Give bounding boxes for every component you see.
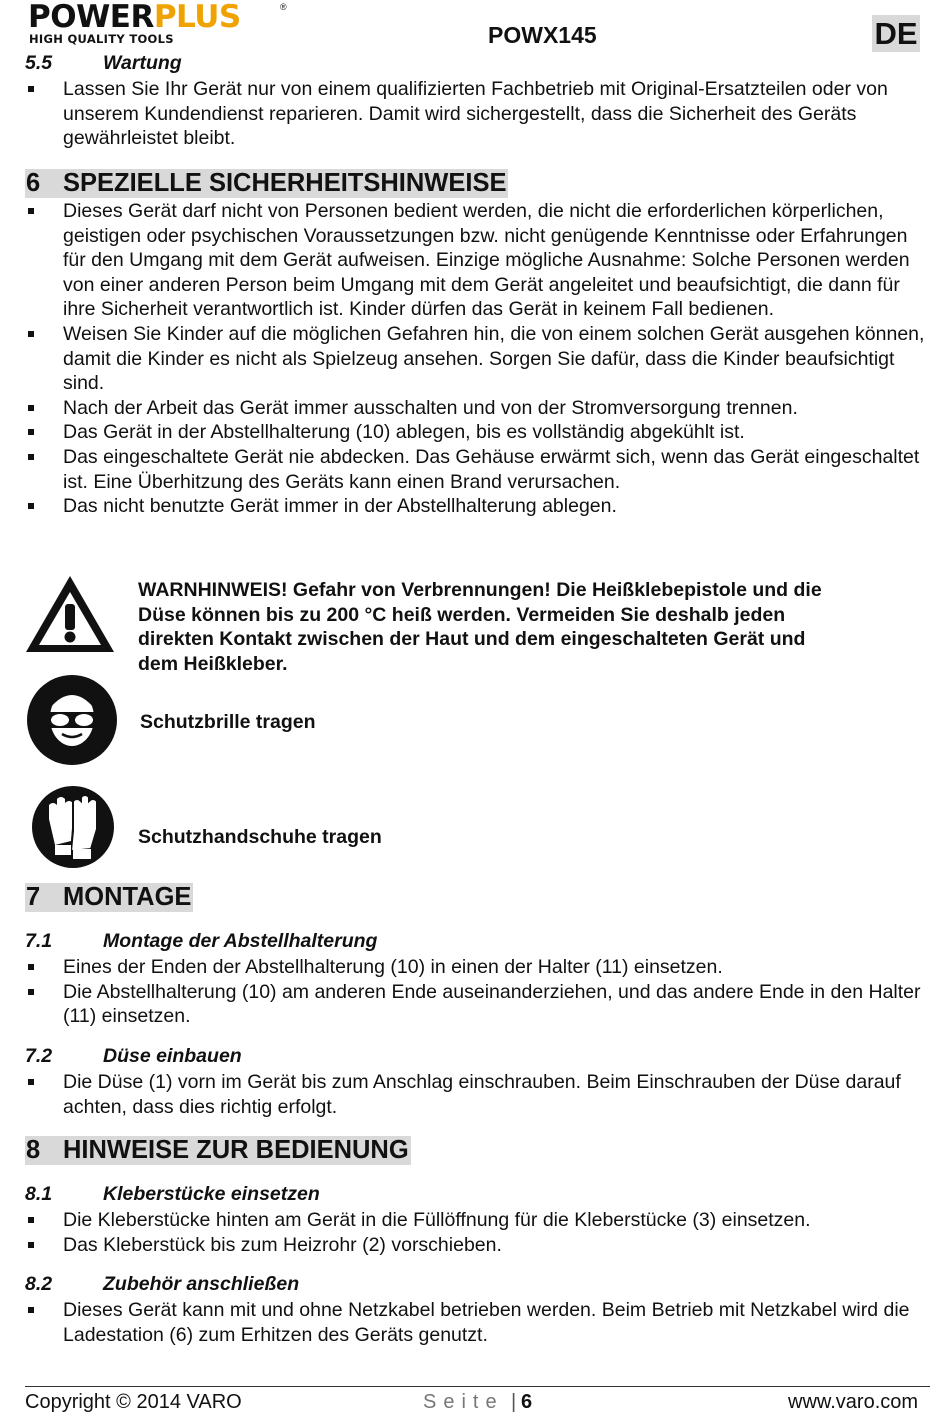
section-heading-7 (25, 883, 193, 912)
section-heading-8 (25, 1136, 411, 1165)
list-item: Nach der Arbeit das Gerät immer ausschalten und von der Stromversorgung trennen. (25, 396, 925, 421)
subsection-heading-5-5 (25, 52, 625, 76)
footer-copyright: Copyright © 2014 VARO (25, 1391, 242, 1413)
footer-divider (25, 1386, 930, 1387)
footer-website: www.varo.com (788, 1391, 919, 1413)
subsection-title: Düse einbauen (103, 1045, 242, 1067)
list-8-1 (25, 1208, 925, 1257)
footer-separator: | (511, 1391, 517, 1413)
language-badge: DE (872, 15, 920, 52)
list-5-5 (25, 77, 925, 151)
subsection-heading-7-2 (25, 1045, 625, 1069)
list-item: Dieses Gerät kann mit und ohne Netzkabel betrieben werden. Beim Betrieb mit Netzkabel wird die Ladestation (6) zum Erhitzen des Geräts genutzt. (25, 1298, 925, 1347)
list-8-2 (25, 1298, 925, 1347)
list-6 (25, 199, 925, 519)
list-item: Die Düse (1) vorn im Gerät bis zum Anschlag einschrauben. Beim Einschrauben der Düse darauf achten, dass dies richtig erfolgt. (25, 1070, 925, 1119)
subsection-number: 7.1 (25, 930, 53, 952)
list-item: Das eingeschaltete Gerät nie abdecken. Das Gehäuse erwärmt sich, wenn das Gerät eingeschaltet ist. Eine Überhitzung des Geräts kann einen Brand verursachen. (25, 445, 925, 494)
subsection-heading-8-2 (25, 1273, 625, 1297)
list-item: Die Kleberstücke hinten am Gerät in die Füllöffnung für die Kleberstücke (3) einsetzen. (25, 1208, 925, 1233)
warning-line: dem Heißkleber. (138, 652, 288, 675)
brand-logo (28, 2, 290, 46)
warning-line: Düse können bis zu 200 °C heiß werden. Vermeiden Sie deshalb jeden (138, 603, 786, 626)
logo-word-power: POWER (28, 0, 154, 35)
subsection-title: Zubehör anschließen (103, 1273, 300, 1295)
warning-line: direkten Kontakt zwischen der Haut und dem eingeschalteten Gerät und (138, 628, 806, 651)
subsection-heading-7-1 (25, 930, 625, 954)
subsection-number: 7.2 (25, 1045, 53, 1067)
subsection-number: 8.2 (25, 1273, 53, 1295)
subsection-number: 8.1 (25, 1183, 53, 1205)
warning-line: WARNHINWEIS! Gefahr von Verbrennungen! Die Heißklebepistole und die (138, 579, 822, 601)
list-item: Eines der Enden der Abstellhalterung (10) in einen der Halter (11) einsetzen. (25, 955, 925, 980)
warning-text (138, 578, 918, 676)
list-item: Das nicht benutzte Gerät immer in der Abstellhalterung ablegen. (25, 494, 925, 519)
list-7-2 (25, 1070, 925, 1119)
model-number: POWX145 (488, 22, 597, 48)
section-number: 6 (26, 169, 41, 197)
section-title: SPEZIELLE SICHERHEITSHINWEISE (63, 169, 507, 197)
section-title: HINWEISE ZUR BEDIENUNG (63, 1136, 409, 1164)
list-item: Dieses Gerät darf nicht von Personen bedient werden, die nicht die erforderlichen körperlichen, geistigen oder psychischen Voraussetzungen bzw. nicht genügende Kenntnisse oder Erfahrungen für den Umgang mit dem Gerät aufweisen. Einzige mögliche Ausnahme: Solche Personen werden von einer anderen Person beim Umgang mit dem Gerät angeleitet und beaufsichtigt, die dann für ihre Sicherheit verantwortlich ist. Kinder dürfen das Gerät in keinem Fall bedienen. (25, 199, 925, 322)
logo-word-plus: PLUS (153, 0, 241, 35)
section-number: 7 (26, 883, 41, 911)
list-item: Die Abstellhalterung (10) am anderen Ende auseinanderziehen, und das andere Ende in den Halter (11) einsetzen. (25, 980, 925, 1029)
subsection-title: Montage der Abstellhalterung (103, 930, 378, 952)
section-title: MONTAGE (63, 883, 192, 911)
gloves-label: Schutzhandschuhe tragen (138, 826, 382, 848)
subsection-title: Kleberstücke einsetzen (103, 1183, 320, 1205)
list-7-1 (25, 955, 925, 1029)
safety-goggles-icon (26, 674, 118, 766)
goggles-label: Schutzbrille tragen (140, 711, 316, 733)
logo-tagline: HIGH QUALITY TOOLS (29, 32, 174, 46)
footer-page-number: 6 (521, 1391, 533, 1413)
subsection-number: 5.5 (25, 52, 53, 74)
logo-wordmark (28, 2, 241, 33)
list-item: Das Gerät in der Abstellhalterung (10) ablegen, bis es vollständig abgekühlt ist. (25, 420, 925, 445)
section-number: 8 (26, 1136, 41, 1164)
safety-gloves-icon (31, 785, 115, 869)
section-heading-6 (25, 169, 508, 198)
list-item: Weisen Sie Kinder auf die möglichen Gefahren hin, die von einem solchen Gerät ausgehen können, damit die Kinder es nicht als Spielzeug ansehen. Sorgen Sie dafür, dass die Kinder beaufsichtigt sind. (25, 322, 925, 396)
footer-page-word: Seite (423, 1391, 504, 1413)
logo-registered-mark: ® (280, 2, 287, 12)
list-item: Das Kleberstück bis zum Heizrohr (2) vorschieben. (25, 1233, 925, 1258)
list-item: Lassen Sie Ihr Gerät nur von einem qualifizierten Fachbetrieb mit Original-Ersatzteilen oder von unserem Kundendienst reparieren. Damit wird sichergestellt, dass die Sicherheit des Geräts gewährleistet bleibt. (25, 77, 925, 151)
subsection-heading-8-1 (25, 1183, 625, 1207)
warning-triangle-icon (22, 572, 118, 656)
subsection-title: Wartung (103, 52, 182, 74)
